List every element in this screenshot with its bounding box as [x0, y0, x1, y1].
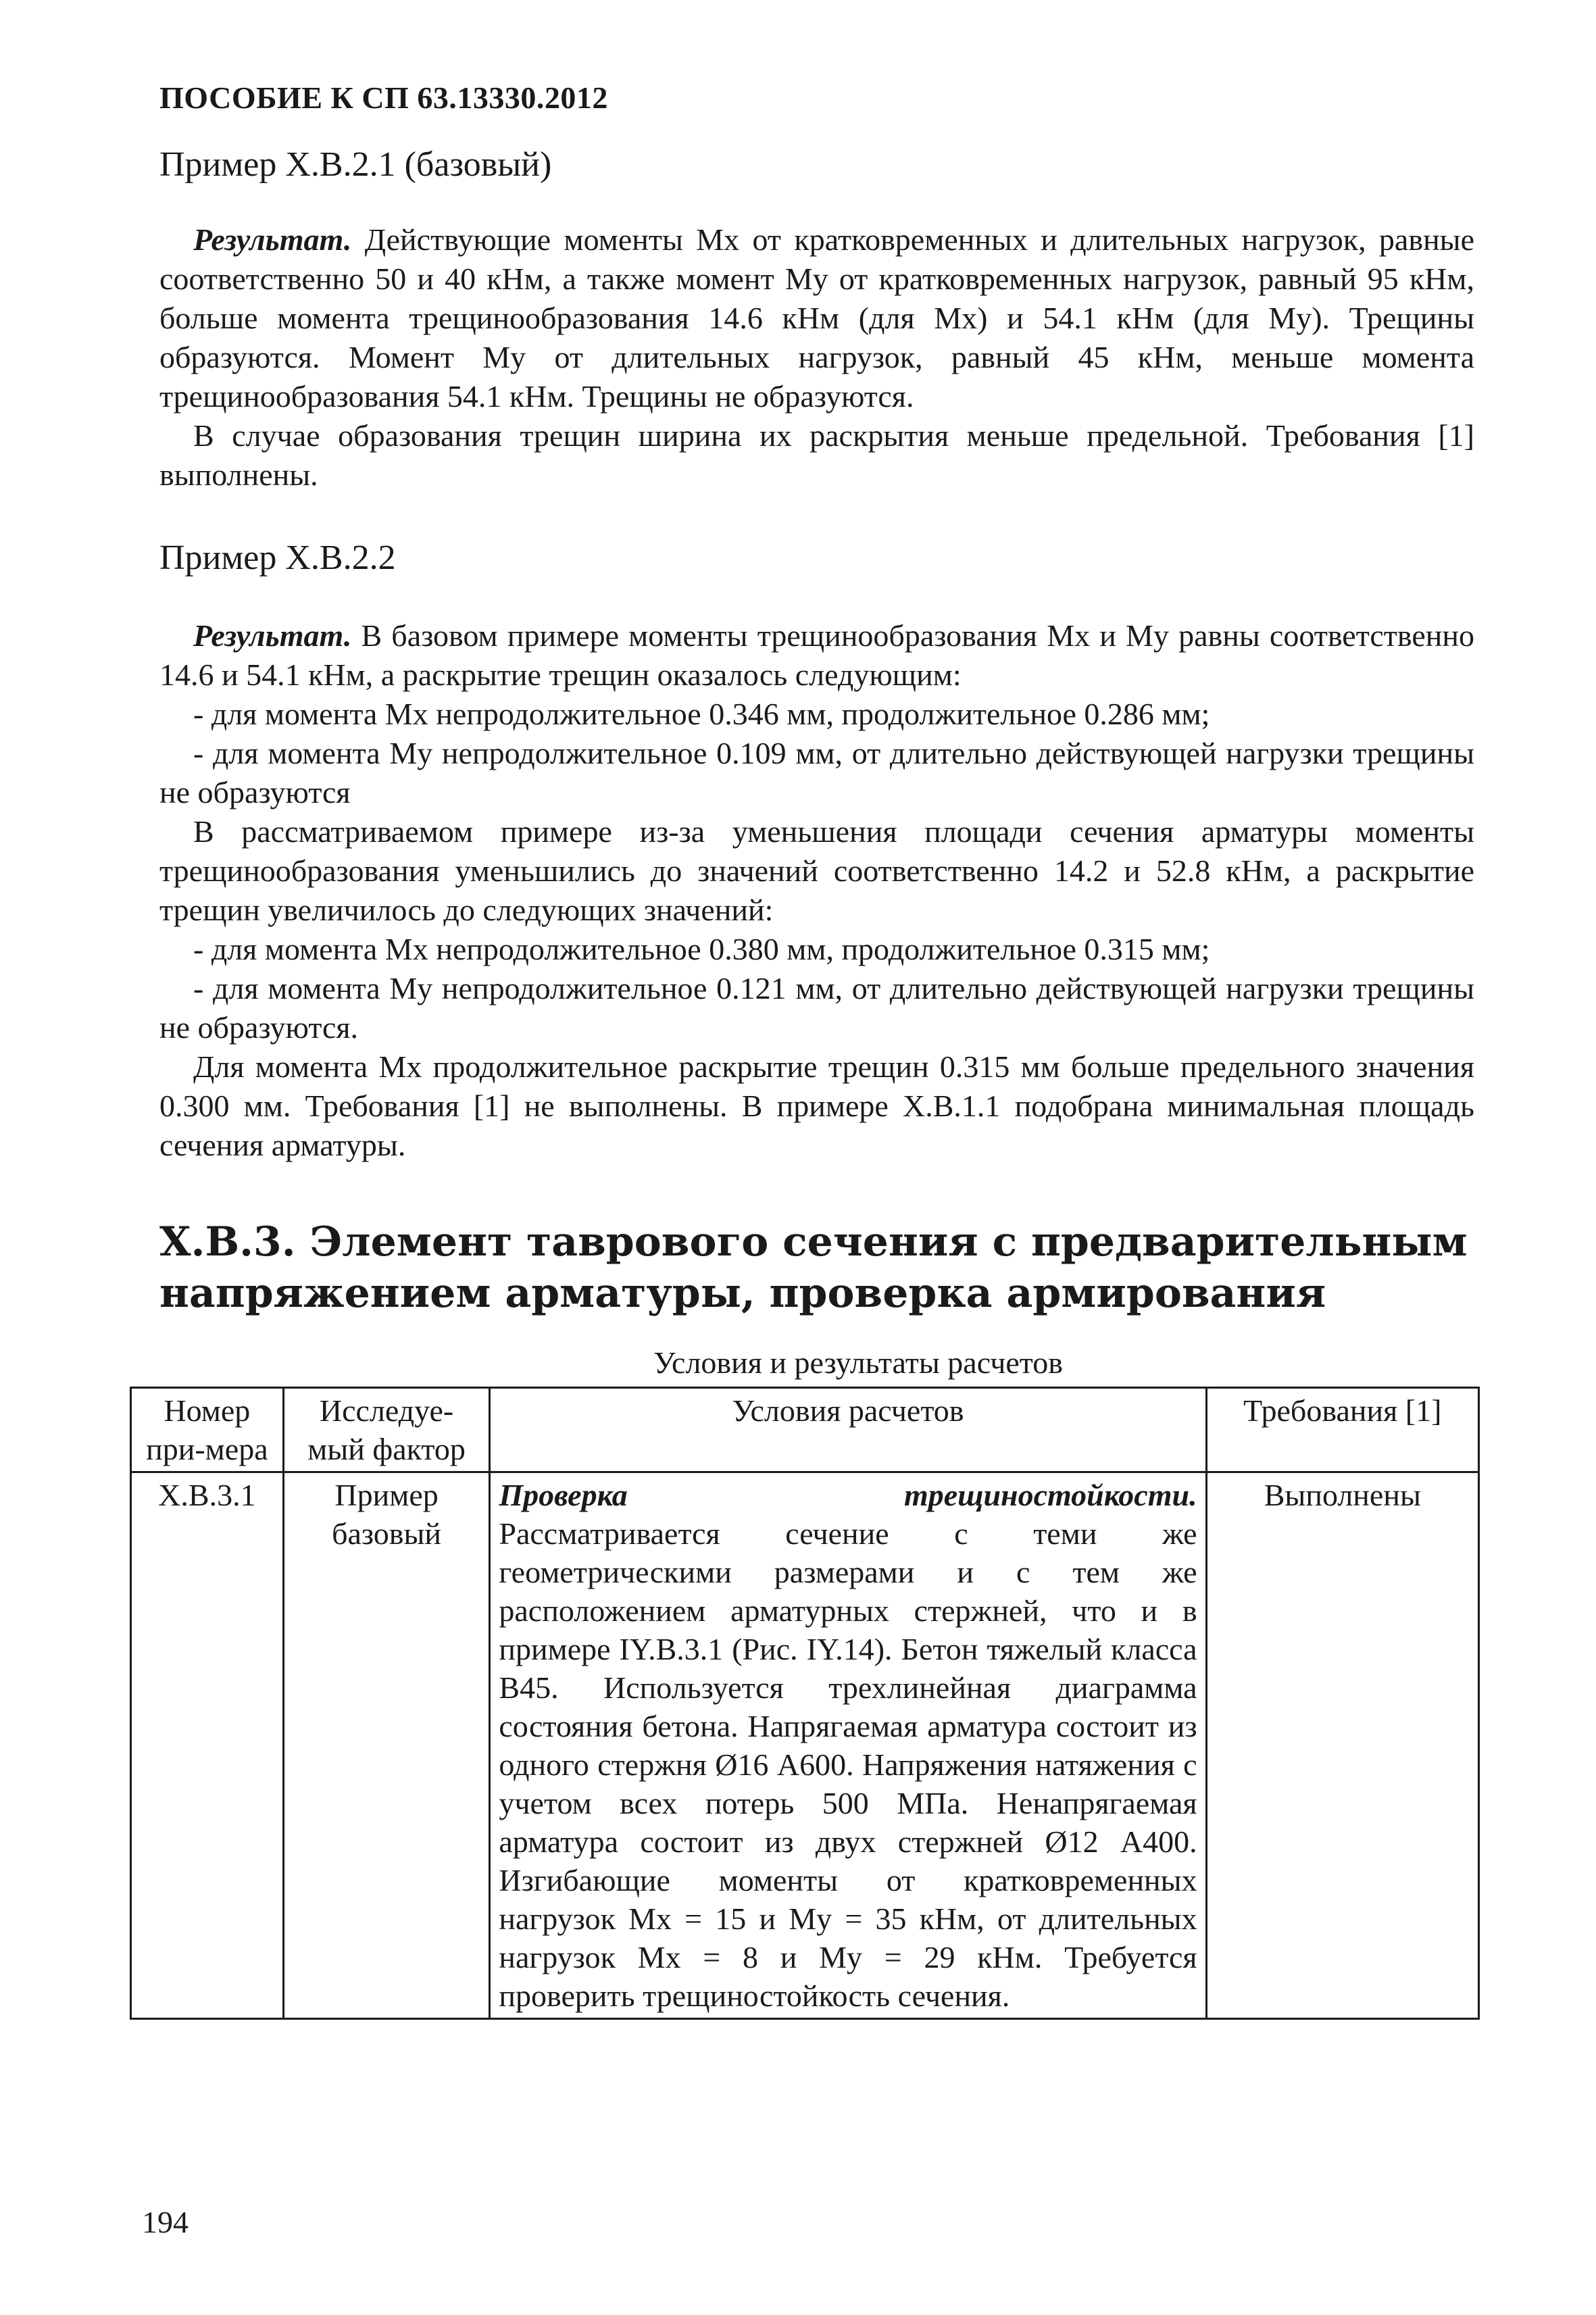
- result-label: Результат.: [193, 618, 352, 653]
- example-2-item-my-2: - для момента My непродолжительное 0.121 мм, от длительно действующей нагрузки трещины не образуются.: [159, 971, 1474, 1045]
- example-2-body: [159, 616, 1474, 1165]
- cell-title-left: Проверка: [499, 1478, 628, 1512]
- example-2-item-mx: - для момента Mx непродолжительное 0.346 мм, продолжительное 0.286 мм;: [193, 697, 1210, 731]
- example-2-text: В базовом примере моменты трещинообразования Mx и My равны соответственно 14.6 и 54.1 кНм, а раскрытие трещин оказалось следующим:: [159, 618, 1474, 692]
- example-2-paragraph-reduction: В рассматриваемом примере из-за уменьшения площади сечения арматуры моменты трещинообразования уменьшились до значений соответственно 14.2 и 52.8 кНм, а раскрытие трещин увеличилось до следующих значений:: [159, 814, 1474, 927]
- table-header-row: [131, 1388, 1479, 1472]
- example-1-conclusion: В случае образования трещин ширина их раскрытия меньше предельной. Требования [1] выполнены.: [159, 418, 1474, 492]
- running-header: ПОСОБИЕ К СП 63.13330.2012: [159, 80, 608, 115]
- header-requirements: Требования [1]: [1206, 1388, 1478, 1472]
- results-table: [130, 1387, 1480, 2020]
- header-example-number: Номер при-мера: [131, 1388, 284, 1472]
- example-1-body: [159, 220, 1474, 495]
- example-1-text: Действующие моменты Mx от кратковременных и длительных нагрузок, равные соответственно 50 и 40 кНм, а также момент My от кратковременных нагрузок, равный 95 кНм, больше момента трещинообразования 14.6 кНм (для Mx) и 54.1 кНм (для My). Трещины образуются. Момент My от длительных нагрузок, равный 45 кНм, меньше момента трещинообразования 54.1 кНм. Трещины не образуются.: [159, 222, 1475, 414]
- example-2-item-mx-2: - для момента Mx непродолжительное 0.380 мм, продолжительное 0.315 мм;: [193, 932, 1210, 966]
- cell-result: Выполнены: [1206, 1472, 1478, 2019]
- cell-conditions: [490, 1472, 1206, 2019]
- cell-example-number: Х.В.3.1: [131, 1472, 284, 2019]
- example-2-conclusion: Для момента Mx продолжительное раскрытие трещин 0.315 мм больше предельного значения 0.300 мм. Требования [1] не выполнены. В примере Х.В.1.1 подобрана минимальная площадь сечения арматуры.: [159, 1049, 1474, 1162]
- example-2-title: Пример Х.В.2.2: [159, 539, 396, 577]
- header-factor: Исследуе-мый фактор: [283, 1388, 490, 1472]
- table-row: [131, 1472, 1479, 2019]
- example-1-result-paragraph: [159, 220, 1474, 416]
- header-conditions: Условия расчетов: [490, 1388, 1206, 1472]
- result-label: Результат.: [193, 222, 352, 257]
- table-caption: Условия и результаты расчетов: [653, 1345, 1063, 1380]
- cell-conditions-text: Рассматривается сечение с теми же геометрическими размерами и с тем же расположением арматурных стержней, что и в примере IY.В.3.1 (Рис. IY.14). Бетон тяжелый класса В45. Используется трехлинейная диаграмма состояния бетона. Напрягаемая арматура состоит из одного стержня Ø16 А600. Напряжения натяжения с учетом всех потерь 500 МПа. Ненапрягаемая арматура состоит из двух стержней Ø12 А400. Изгибающие моменты от кратковременных нагрузок Mx = 15 и My = 35 кНм, от длительных нагрузок Mx = 8 и My = 29 кНм. Требуется проверить трещиностойкость сечения.: [499, 1516, 1197, 2013]
- page-number: 194: [142, 2205, 189, 2239]
- example-1-title: Пример Х.В.2.1 (базовый): [159, 145, 552, 184]
- cell-factor: Пример базовый: [283, 1472, 490, 2019]
- cell-title-right: трещиностойкости.: [903, 1478, 1197, 1512]
- section-title: Х.В.3. Элемент таврового сечения с предварительным напряжением арматуры, проверка армирования: [159, 1218, 1468, 1317]
- example-2-result-paragraph: [159, 616, 1474, 695]
- cell-conditions-title: [499, 1476, 1197, 1514]
- example-2-item-my: - для момента My непродолжительное 0.109 мм, от длительно действующей нагрузки трещины не образуются: [159, 736, 1474, 810]
